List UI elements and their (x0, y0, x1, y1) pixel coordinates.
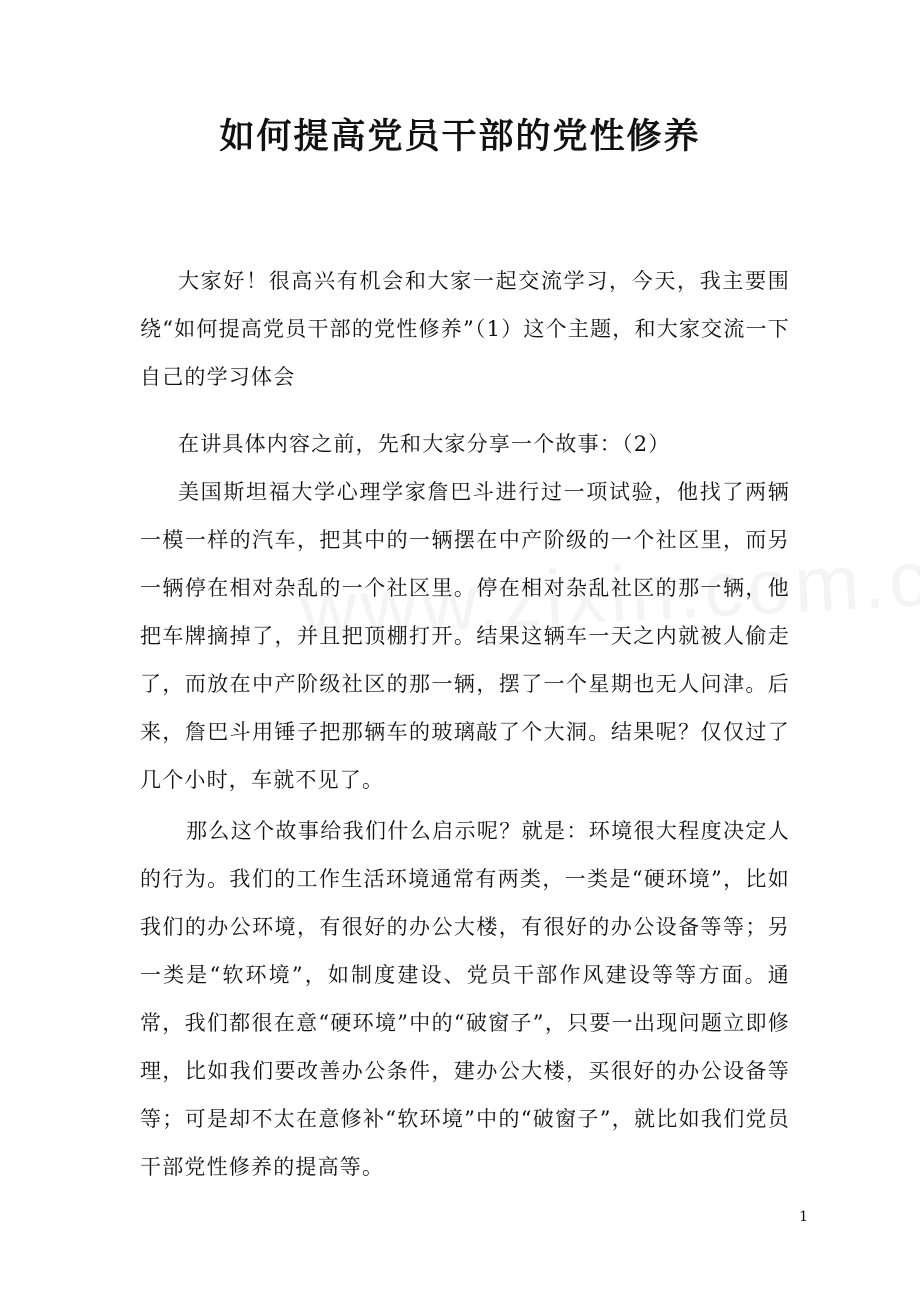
paragraph-lesson: 那么这个故事给我们什么启示呢？就是：环境很大程度决定人的行为。我们的工作生活环境通常有两类，一类是“硬环境”，比如我们的办公环境，有很好的办公大楼，有很好的办公设备等等；另一类是“软环境”，如制度建设、党员干部作风建设等等方面。通常，我们都很在意“硬环境”中的“破窗子”，只要一出现问题立即修理，比如我们要改善办公条件，建办公大楼，买很好的办公设备等等；可是却不太在意修补“软环境”中的“破窗子”，就比如我们党员干部党性修养的提高等。 (140, 819, 790, 1179)
page-number: 1 (799, 1209, 808, 1225)
paragraph-story: 美国斯坦福大学心理学家詹巴斗进行过一项试验，他找了两辆一模一样的汽车，把其中的一辆摆在中产阶级的一个社区里，而另一辆停在相对杂乱的一个社区里。停在相对杂乱社区的那一辆，他把车牌摘掉了，并且把顶棚打开。结果这辆车一天之内就被人偷走了，而放在中产阶级社区的那一辆，摆了一个星期也无人问津。后来，詹巴斗用锤子把那辆车的玻璃敲了个大洞。结果呢？仅仅过了几个小时，车就不见了。 (140, 480, 790, 792)
paragraph-greeting: 大家好！很高兴有机会和大家一起交流学习，今天，我主要围绕“如何提高党员干部的党性修养”（1）这个主题，和大家交流一下自己的学习体会 (140, 269, 790, 389)
paragraph-story-intro: 在讲具体内容之前，先和大家分享一个故事：（2） (178, 432, 671, 456)
document-title: 如何提高党员干部的党性修养 (219, 116, 701, 157)
